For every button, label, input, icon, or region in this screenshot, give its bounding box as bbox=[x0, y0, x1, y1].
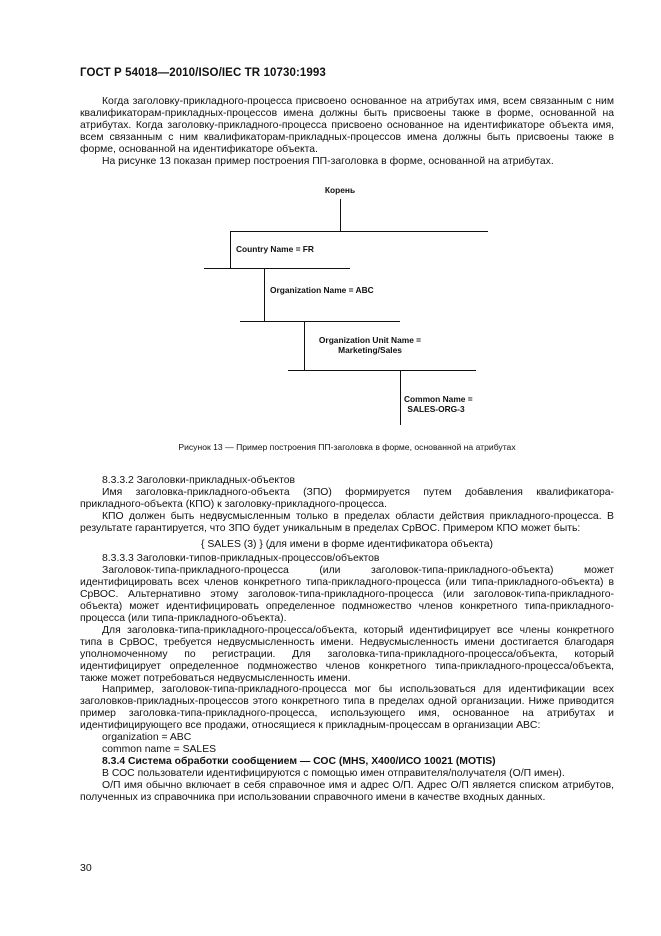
org-unit-label bbox=[310, 335, 430, 355]
org-unit-line1: Organization Unit Name = bbox=[318, 335, 422, 345]
kpo-example: { SALES (3) } (для имени в форме идентификатора объекта) bbox=[201, 538, 493, 550]
level2-connector bbox=[264, 268, 265, 322]
section-8333-paragraph-3: Например, заголовок-типа-прикладного-процесса мог бы использоваться для идентификации всех заголовков-прикладных-процессов этого конкретного типа в пределах одной организации. Ниже приводится пример заголовка-типа-прикладного-процесса, использующего имя, основанное на атрибутах и идентифицирующего все продажи, относящиеся к прикладным-процессам в организации ABC: bbox=[80, 684, 614, 732]
section-8333-heading: 8.3.3.3 Заголовки-типов-прикладных-процессов/объектов bbox=[102, 553, 380, 565]
intro-block bbox=[80, 96, 614, 167]
level3-bar bbox=[240, 321, 400, 322]
document-header: ГОСТ Р 54018—2010/ISO/IEC TR 10730:1993 bbox=[80, 67, 326, 79]
section-834-paragraph-1: В СОС пользователи идентифицируются с помощью имен отправителя/получателя (О/П имен). bbox=[102, 767, 565, 779]
figure-reference-paragraph: На рисунке 13 показан пример построения ПП-заголовка в форме, основанной на атрибутах. bbox=[102, 155, 554, 167]
root-label: Корень bbox=[324, 185, 356, 195]
attribute-common-name: common name = SALES bbox=[102, 743, 217, 755]
page-number: 30 bbox=[80, 862, 92, 874]
common-name-line1: Common Name = bbox=[404, 394, 473, 404]
level1-connector bbox=[230, 231, 231, 269]
attribute-organization: organization = ABC bbox=[102, 732, 192, 744]
section-834-heading: 8.3.4 Система обработки сообщением — СОС (MHS, X400/ИСО 10021 (MOTIS) bbox=[102, 755, 496, 767]
section-8332-paragraph-1: Имя заголовка-прикладного-объекта (ЗПО) формируется путем добавления квалификатора-прикладного-объекта (КПО) к заголовку-прикладного-процесса. bbox=[80, 486, 614, 510]
section-8333-paragraph-2: Для заголовка-типа-прикладного-процесса/объекта, который идентифицирует все члены конкретного типа в СрВОС, требуется недвусмысленность имени. Недвусмысленность имени достигается благодаря уполномоченному по регистрации. Для заголовка-типа-прикладного-процесса/объекта, который идентифицирует определенное подмножество членов конкретного типа-прикладного-процесса/объекта, также может потребоваться недвусмысленность имени. bbox=[80, 624, 614, 684]
root-connector bbox=[340, 199, 341, 232]
section-8332-heading: 8.3.3.2 Заголовки-прикладных-объектов bbox=[102, 475, 296, 486]
organization-name-label: Organization Name = ABC bbox=[270, 285, 374, 295]
org-unit-line2: Marketing/Sales bbox=[338, 345, 402, 355]
section-834-paragraph-2: О/П имя обычно включает в себя справочное имя и адрес О/П. Адрес О/П является списком атрибутов, полученных из справочника при использовании справочного имени в качестве входных данных. bbox=[80, 779, 614, 803]
figure-caption: Рисунок 13 — Пример построения ПП-заголовка в форме, основанной на атрибутах bbox=[178, 442, 516, 452]
section-8332-paragraph-2: КПО должен быть недвусмысленным только в пределах области действия прикладного-процесса. В результате гарантируется, что ЗПО будет уникальным в пределах СрВОС. Примером КПО может быть: bbox=[80, 510, 614, 534]
section-8333-paragraph-1: Заголовок-типа-прикладного-процесса (или заголовок-типа-прикладного-объекта) может идентифицировать всех членов конкретного типа-прикладного-процесса (или типа-прикладного-объекта) в СрВОС. Альтернативно этому заголовок-типа-прикладного-процесса (или заголовок-типа-прикладного-объекта) может идентифицировать определенное подмножество членов конкретного типа-прикладного-процесса (или типа-прикладного-объекта). bbox=[80, 565, 614, 624]
level4-connector bbox=[400, 370, 401, 425]
common-name-line2: SALES-ORG-3 bbox=[407, 404, 465, 414]
main-body bbox=[80, 475, 614, 803]
intro-paragraph: Когда заголовку-прикладного-процесса присвоено основанное на атрибутах имя, всем связанным с ним квалификаторам-прикладных-процессов имена должны быть присвоены также в форме, основанной на атрибутах. Когда заголовку-прикладного-процесса присвоено основанное на идентификаторе объекта имя, всем связанным с ним квалификаторам-прикладных-процессов имена должны быть присвоены также в форме, основанной на идентификаторе объекта. bbox=[80, 96, 614, 155]
common-name-label bbox=[404, 394, 473, 414]
level4-bar bbox=[288, 370, 476, 371]
level1-bar bbox=[230, 231, 488, 232]
country-name-label: Country Name = FR bbox=[236, 244, 314, 254]
level3-connector bbox=[304, 321, 305, 371]
level2-bar bbox=[204, 268, 350, 269]
